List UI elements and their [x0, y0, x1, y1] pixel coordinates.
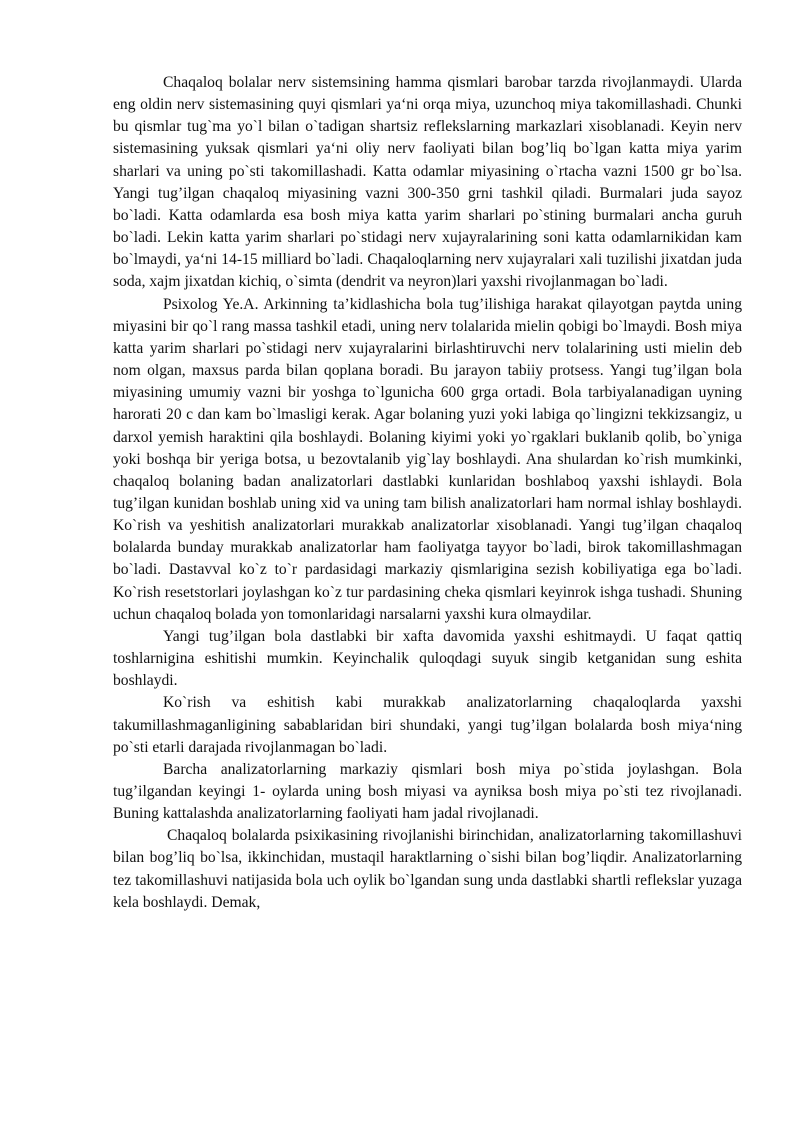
- paragraph-newborn-nervous-system: Chaqaloq bolalar nerv sistemsining hamma qismlari barobar tarzda rivojlanmaydi. Ularda eng oldin nerv sistemasining quyi qismlari ya‘ni orqa miya, uzunchoq miya takomillashadi. Chunki bu qismlar tug`ma yo`l bilan o`tadigan shartsiz reflekslarning markazlari xisoblanadi. Keyin nerv sistemasining yuksak qismlari ya‘ni oliy nerv faoliyati bilan bog’liq bo`lgan katta miya yarim sharlari va uning po`sti takomillashadi. Katta odamlar miyasining o`rtacha vazni 1500 gr bo`lsa. Yangi tug’ilgan chaqaloq miyasining vazni 300-350 grni tashkil qiladi. Burmalari juda sayoz bo`ladi. Katta odamlarda esa bosh miya katta yarim sharlari po`stining burmalari ancha guruh bo`ladi. Lekin katta yarim sharlari po`stidagi nerv xujayralarining soni katta odamlarnikidan kam bo`lmaydi, ya‘ni 14-15 milliard bo`ladi. Chaqaloqlarning nerv xujayralari xali tuzilishi jixatdan juda soda, xajm jixatdan kichiq, o`simta (dendrit va neyron)lari yaxshi rivojlanmagan bo`ladi.: [113, 74, 742, 291]
- paragraph-arkin-observations: Psixolog Ye.A. Arkinning ta’kidlashicha bola tug’ilishiga harakat qilayotgan paytda uning miyasini bir qo`l rang massa tashkil etadi, uning nerv tolalarida mielin qobigi bo`lmaydi. Bosh miya katta yarim sharlari po`stidagi nerv xujayralarini birlashtiruvchi nerv tolalarining usti mielin deb nom olgan, maxsus parda bilan qoplana boradi. Bu jarayon tabiiy protsess. Yangi tug’ilgan bola miyasining umumiy vazni bir yoshga to`lgunicha 600 grga ortadi. Bola tarbiyalanadigan uyning harorati 20 c dan kam bo`lmasligi kerak. Agar bolaning yuzi yoki labiga qo`lingizni tekkizsangiz, u darxol yemish haraktini qila boshlaydi. Bolaning kiyimi yoki yo`rgaklari buklanib qolib, bo`yniga yoki boshqa bir yeriga botsa, u bezovtalanib yig`lay boshlaydi. Ana shulardan ko`rish mumkinki, chaqaloq bolaning badan analizatorlari dastlabki kunlaridan boshlaboq yaxshi ishlaydi. Bola tug’ilgan kunidan boshlab uning xid va uning tam bilish analizatorlari ham normal ishlay boshlaydi. Ko`rish va yeshitish analizatorlari murakkab analizatorlar xisoblanadi. Yangi tug’ilgan chaqaloq bolalarda bunday murakkab analizatorlar ham faoliyatga tayyor bo`ladi, birok takomillashmagan bo`ladi. Dastavval ko`z to`r pardasidagi markaziy qismlarigina sezish kobiliyatiga ega bo`ladi. Ko`rish resetstorlari joylashgan ko`z tur pardasining cheka qismlari keyinrok ishga tushadi. Shuning uchun chaqaloq bolada yon tomonlaridagi narsalarni yaxshi kura olmaydilar.: [113, 295, 742, 623]
- document-page: [113, 72, 742, 914]
- paragraph-psychic-development: Chaqaloq bolalarda psixikasining rivojlanishi birinchidan, analizatorlarning takomillashuvi bilan bog’liq bo`lsa, ikkinchidan, mustaqil haraktlarning o`sishi bilan bog’liqdir. Analizatorlarning tez takomillashuvi natijasida bola uch oylik bo`lgandan sung unda dastlabki shartli reflekslar yuzaga kela boshlaydi. Demak,: [113, 827, 742, 911]
- paragraph-hearing: Yangi tug’ilgan bola dastlabki bir xafta davomida yaxshi eshitmaydi. U faqat qattiq toshlarnigina eshitishi mumkin. Keyinchalik quloqdagi suyuk singib ketganidan sung eshita boshlaydi.: [113, 627, 742, 690]
- paragraph-analyzer-centers: Barcha analizatorlarning markaziy qismlari bosh miya po`stida joylashgan. Bola tug’ilgandan keyingi 1- oylarda uning bosh miyasi va ayniksa bosh miya po`sti tez rivojlanadi. Buning kattalashda analizatorlarning faoliyati ham jadal rivojlanadi.: [113, 760, 742, 823]
- paragraph-analyzers-reasons: Ko`rish va eshitish kabi murakkab analizatorlarning chaqaloqlarda yaxshi takumillashmaganligining sabablaridan biri shundaki, yangi tug’ilgan bolalarda bosh miya‘ning po`sti etarli darajada rivojlanmagan bo`ladi.: [113, 694, 742, 756]
